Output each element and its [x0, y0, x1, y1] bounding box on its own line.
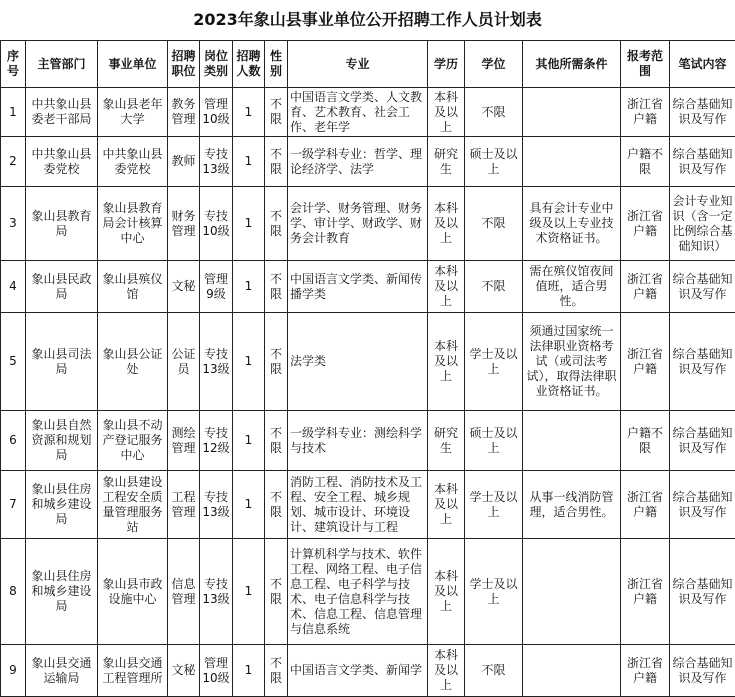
- cell-other: 须通过国家统一法律职业资格考试（或司法考试），取得法律职业资格证书。: [523, 313, 621, 411]
- cell-major: 会计学、财务管理、财务学、审计学、财政学、财务会计教育: [288, 187, 428, 261]
- cell-unit: 象山县不动产登记服务中心: [98, 411, 168, 471]
- cell-education: 研究生: [428, 411, 465, 471]
- cell-major: 中国语言文学类、新闻传播学类: [288, 261, 428, 313]
- recruitment-table: [0, 40, 735, 697]
- cell-count: 1: [233, 645, 265, 697]
- cell-position: 财务管理: [168, 187, 200, 261]
- cell-scope: 浙江省户籍: [621, 88, 670, 137]
- cell-no: 1: [1, 88, 26, 137]
- cell-education: 本科及以上: [428, 539, 465, 645]
- cell-category: 专技13级: [200, 137, 233, 187]
- cell-degree: 硕士及以上: [465, 411, 523, 471]
- cell-gender: 不限: [265, 313, 288, 411]
- cell-exam: 综合基础知识及写作: [670, 539, 735, 645]
- header-no: 序号: [1, 41, 26, 88]
- cell-category: 专技12级: [200, 411, 233, 471]
- cell-position: 工程管理: [168, 471, 200, 539]
- cell-position: 文秘: [168, 261, 200, 313]
- header-education: 学历: [428, 41, 465, 88]
- cell-dept: 象山县民政局: [26, 261, 98, 313]
- header-unit: 事业单位: [98, 41, 168, 88]
- cell-count: 1: [233, 313, 265, 411]
- cell-no: 8: [1, 539, 26, 645]
- cell-degree: 学士及以上: [465, 471, 523, 539]
- cell-dept: 象山县自然资源和规划局: [26, 411, 98, 471]
- cell-count: 1: [233, 539, 265, 645]
- header-position: 招聘职位: [168, 41, 200, 88]
- cell-no: 9: [1, 645, 26, 697]
- cell-exam: 综合基础知识及写作: [670, 471, 735, 539]
- cell-scope: 浙江省户籍: [621, 261, 670, 313]
- cell-scope: 浙江省户籍: [621, 313, 670, 411]
- header-count: 招聘人数: [233, 41, 265, 88]
- cell-position: 教务管理: [168, 88, 200, 137]
- table-row: [1, 88, 735, 137]
- table-row: [1, 137, 735, 187]
- document-title: 2023年象山县事业单位公开招聘工作人员计划表: [0, 0, 735, 40]
- cell-no: 5: [1, 313, 26, 411]
- cell-position: 教师: [168, 137, 200, 187]
- cell-scope: 户籍不限: [621, 411, 670, 471]
- cell-unit: 象山县老年大学: [98, 88, 168, 137]
- cell-no: 2: [1, 137, 26, 187]
- cell-degree: 不限: [465, 88, 523, 137]
- cell-count: 1: [233, 261, 265, 313]
- cell-no: 3: [1, 187, 26, 261]
- cell-count: 1: [233, 137, 265, 187]
- cell-degree: 不限: [465, 261, 523, 313]
- cell-exam: 综合基础知识及写作: [670, 313, 735, 411]
- cell-education: 本科及以上: [428, 645, 465, 697]
- cell-other: [523, 411, 621, 471]
- cell-gender: 不限: [265, 88, 288, 137]
- cell-category: 管理10级: [200, 88, 233, 137]
- cell-category: 管理9级: [200, 261, 233, 313]
- header-exam: 笔试内容: [670, 41, 735, 88]
- cell-dept: 象山县教育局: [26, 187, 98, 261]
- cell-other: [523, 645, 621, 697]
- cell-dept: 象山县司法局: [26, 313, 98, 411]
- cell-other: 从事一线消防管理，适合男性。: [523, 471, 621, 539]
- cell-exam: 综合基础知识及写作: [670, 88, 735, 137]
- cell-degree: 不限: [465, 645, 523, 697]
- cell-gender: 不限: [265, 539, 288, 645]
- cell-dept: 中共象山县委老干部局: [26, 88, 98, 137]
- header-degree: 学位: [465, 41, 523, 88]
- table-row: [1, 187, 735, 261]
- cell-count: 1: [233, 411, 265, 471]
- cell-other: [523, 539, 621, 645]
- cell-category: 管理10级: [200, 645, 233, 697]
- cell-degree: 不限: [465, 187, 523, 261]
- cell-exam: 综合基础知识及写作: [670, 261, 735, 313]
- cell-gender: 不限: [265, 411, 288, 471]
- cell-dept: 象山县住房和城乡建设局: [26, 471, 98, 539]
- cell-other: [523, 88, 621, 137]
- table-row: [1, 411, 735, 471]
- cell-degree: 学士及以上: [465, 313, 523, 411]
- cell-major: 中国语言文学类、人文教育、艺术教育、社会工作、老年学: [288, 88, 428, 137]
- cell-position: 文秘: [168, 645, 200, 697]
- cell-major: 一级学科专业：哲学、理论经济学、法学: [288, 137, 428, 187]
- table-row: [1, 261, 735, 313]
- cell-count: 1: [233, 88, 265, 137]
- cell-exam: 会计专业知识（含一定比例综合基础知识）: [670, 187, 735, 261]
- cell-exam: 综合基础知识及写作: [670, 411, 735, 471]
- cell-other: [523, 137, 621, 187]
- cell-unit: 象山县殡仪馆: [98, 261, 168, 313]
- cell-major: 计算机科学与技术、软件工程、网络工程、电子信息工程、电子科学与技术、电子信息科学与技术、信息工程、信息管理与信息系统: [288, 539, 428, 645]
- cell-no: 4: [1, 261, 26, 313]
- cell-degree: 硕士及以上: [465, 137, 523, 187]
- cell-gender: 不限: [265, 645, 288, 697]
- cell-major: 一级学科专业：测绘科学与技术: [288, 411, 428, 471]
- table-row: [1, 539, 735, 645]
- cell-scope: 户籍不限: [621, 137, 670, 187]
- header-other: 其他所需条件: [523, 41, 621, 88]
- cell-category: 专技13级: [200, 313, 233, 411]
- cell-degree: 学士及以上: [465, 539, 523, 645]
- cell-scope: 浙江省户籍: [621, 645, 670, 697]
- cell-major: 消防工程、消防技术及工程、安全工程、城乡规划、城市设计、环境设计、建筑设计与工程: [288, 471, 428, 539]
- table-row: [1, 313, 735, 411]
- cell-gender: 不限: [265, 187, 288, 261]
- cell-gender: 不限: [265, 471, 288, 539]
- cell-no: 6: [1, 411, 26, 471]
- cell-education: 本科及以上: [428, 313, 465, 411]
- cell-major: 中国语言文学类、新闻学: [288, 645, 428, 697]
- cell-unit: 象山县教育局会计核算中心: [98, 187, 168, 261]
- cell-position: 信息管理: [168, 539, 200, 645]
- cell-dept: 象山县住房和城乡建设局: [26, 539, 98, 645]
- cell-exam: 综合基础知识及写作: [670, 137, 735, 187]
- cell-category: 专技10级: [200, 187, 233, 261]
- cell-education: 研究生: [428, 137, 465, 187]
- header-dept: 主管部门: [26, 41, 98, 88]
- cell-category: 专技13级: [200, 471, 233, 539]
- cell-scope: 浙江省户籍: [621, 539, 670, 645]
- cell-scope: 浙江省户籍: [621, 187, 670, 261]
- cell-exam: 综合基础知识及写作: [670, 645, 735, 697]
- cell-position: 测绘管理: [168, 411, 200, 471]
- cell-other: 具有会计专业中级及以上专业技术资格证书。: [523, 187, 621, 261]
- cell-count: 1: [233, 187, 265, 261]
- header-gender: 性别: [265, 41, 288, 88]
- cell-education: 本科及以上: [428, 261, 465, 313]
- cell-unit: 象山县市政设施中心: [98, 539, 168, 645]
- cell-education: 本科及以上: [428, 88, 465, 137]
- cell-position: 公证员: [168, 313, 200, 411]
- table-row: [1, 471, 735, 539]
- cell-unit: 象山县公证处: [98, 313, 168, 411]
- cell-education: 本科及以上: [428, 471, 465, 539]
- cell-dept: 中共象山县委党校: [26, 137, 98, 187]
- cell-unit: 中共象山县委党校: [98, 137, 168, 187]
- cell-count: 1: [233, 471, 265, 539]
- table-row: [1, 645, 735, 697]
- cell-category: 专技13级: [200, 539, 233, 645]
- header-major: 专业: [288, 41, 428, 88]
- cell-gender: 不限: [265, 261, 288, 313]
- cell-gender: 不限: [265, 137, 288, 187]
- cell-scope: 浙江省户籍: [621, 471, 670, 539]
- cell-major: 法学类: [288, 313, 428, 411]
- header-scope: 报考范围: [621, 41, 670, 88]
- cell-unit: 象山县建设工程安全质量管理服务站: [98, 471, 168, 539]
- cell-dept: 象山县交通运输局: [26, 645, 98, 697]
- cell-no: 7: [1, 471, 26, 539]
- header-category: 岗位类别: [200, 41, 233, 88]
- cell-education: 本科及以上: [428, 187, 465, 261]
- cell-other: 需在殡仪馆夜间值班，适合男性。: [523, 261, 621, 313]
- cell-unit: 象山县交通工程管理所: [98, 645, 168, 697]
- table-header-row: [1, 41, 735, 88]
